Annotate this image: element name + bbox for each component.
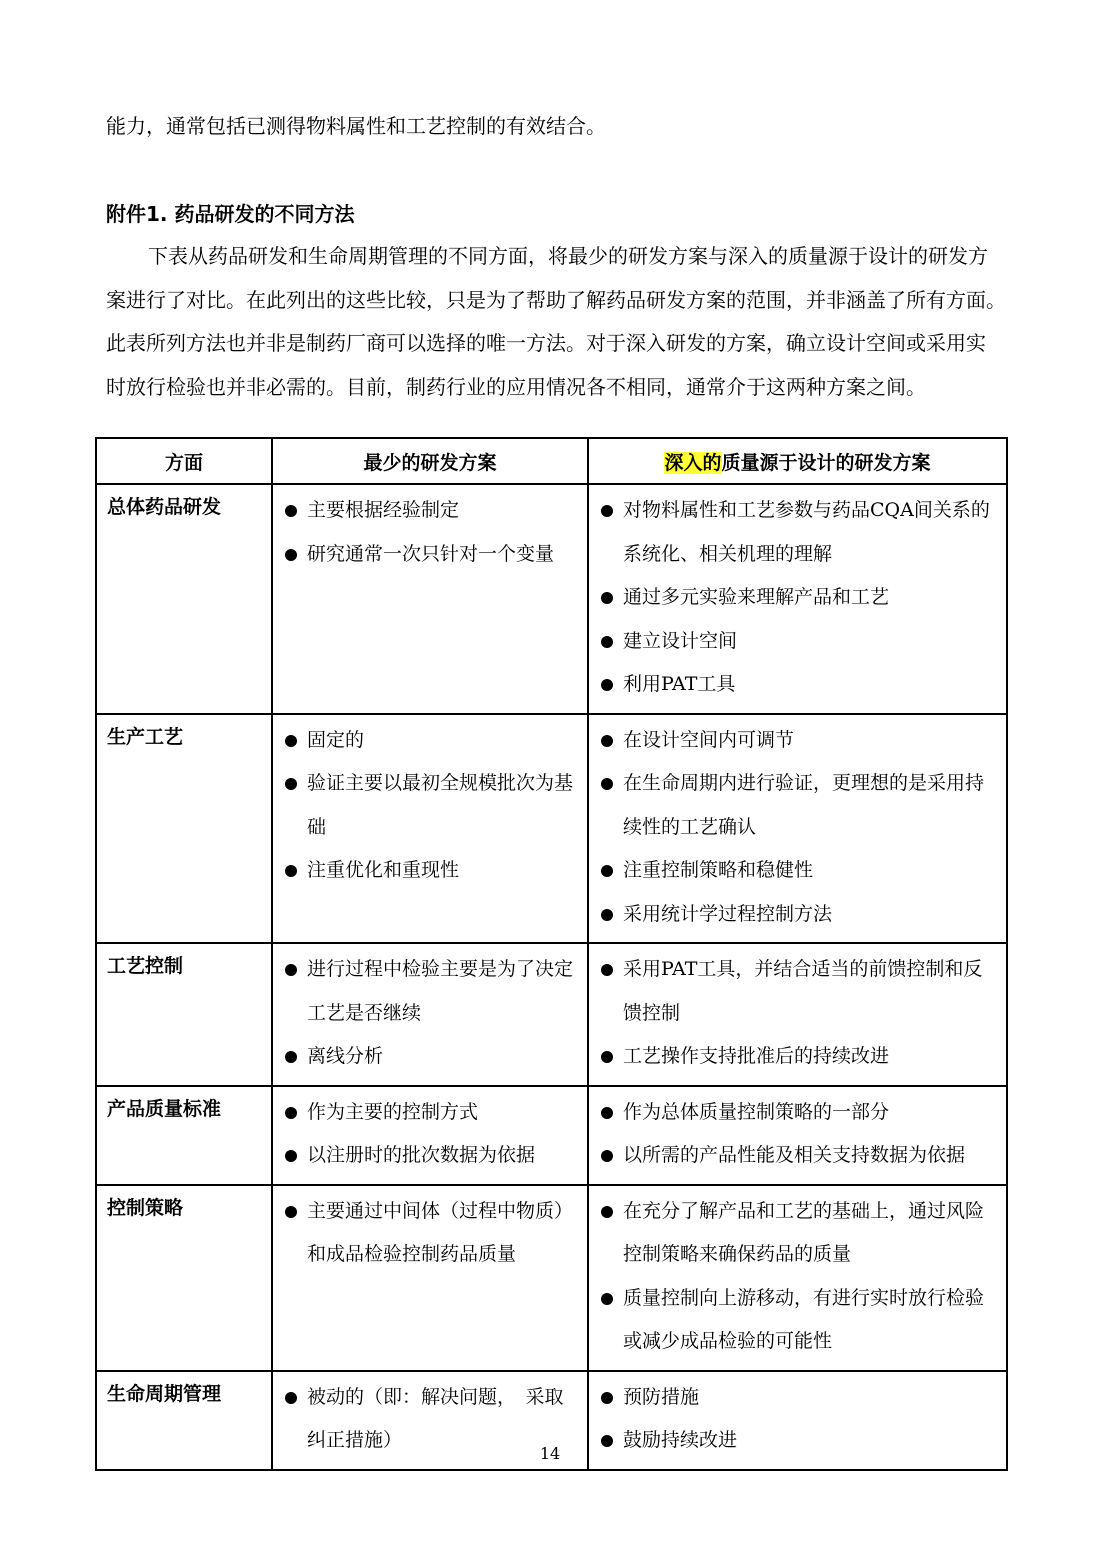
list-item: [599, 849, 998, 893]
list-item: [599, 1091, 998, 1135]
header-minimal: 最少的研发方案: [272, 438, 588, 484]
item-text: 预防措施: [623, 1385, 700, 1408]
item-text: 在充分了解产品和工艺的基础上，通过风险控制策略来确保药品的质量: [623, 1199, 985, 1265]
item-text: 主要根据经验制定: [307, 499, 460, 521]
list-item: [599, 948, 998, 1035]
enhanced-cell: [588, 1185, 1007, 1371]
list-item: [283, 1134, 579, 1178]
bullet-icon: [601, 1392, 613, 1404]
list-item: [599, 719, 998, 763]
item-text: 作为总体质量控制策略的一部分: [623, 1100, 890, 1123]
intro-line: 此表所列方法也并非是制药厂商可以选择的唯一方法。对于深入研发的方案，确立设计空间或采用实: [106, 331, 986, 355]
list-item: [283, 1190, 579, 1277]
item-text: 对物料属性和工艺参数与药品CQA间关系的系统化、相关机理的理解: [623, 499, 990, 565]
comparison-table: [95, 437, 1008, 1471]
bullet-icon: [285, 1392, 297, 1404]
enhanced-cell: [588, 943, 1007, 1086]
item-text: 采用PAT工具，并结合适当的前馈控制和反馈控制: [623, 958, 983, 1024]
minimal-cell: [272, 484, 588, 714]
bullet-icon: [285, 1206, 297, 1218]
list-item: [599, 893, 998, 937]
table-row: [96, 714, 1007, 944]
intro-line: 案进行了对比。在此列出的这些比较，只是为了帮助了解药品研发方案的范围，并非涵盖了所有方面。: [106, 287, 1006, 312]
bullet-icon: [601, 1206, 613, 1218]
list-item: [599, 576, 998, 620]
bullet-icon: [601, 1293, 613, 1305]
list-item: [283, 948, 579, 1035]
page-number: 14: [539, 1444, 561, 1463]
bullet-icon: [285, 505, 297, 517]
item-text: 被动的（即：解决问题， 采取纠正措施）: [307, 1385, 564, 1451]
enhanced-cell: [588, 714, 1007, 944]
item-text: 以所需的产品性能及相关支持数据为依据: [623, 1144, 966, 1166]
list-item: [599, 1277, 998, 1364]
list-item: [599, 663, 998, 707]
item-text: 验证主要以最初全规模批次为基础: [307, 772, 574, 838]
item-text: 采用统计学过程控制方法: [623, 902, 833, 925]
aspect-cell: 工艺控制: [96, 943, 272, 1086]
bullet-icon: [601, 909, 613, 921]
item-text: 离线分析: [307, 1045, 384, 1067]
header-enhanced: [588, 438, 1007, 484]
list-item: [283, 1035, 579, 1079]
item-text: 通过多元实验来理解产品和工艺: [623, 586, 890, 608]
item-text: 研究通常一次只针对一个变量: [307, 542, 555, 565]
bullet-icon: [285, 549, 297, 561]
list-item: [599, 1190, 998, 1277]
list-item: [283, 533, 579, 577]
table-row: [96, 1185, 1007, 1371]
lead-text: 能力，通常包括已测得物料属性和工艺控制的有效结合。: [106, 114, 606, 138]
bullet-icon: [601, 778, 613, 790]
aspect-cell: 控制策略: [96, 1185, 272, 1371]
enhanced-cell: [588, 1086, 1007, 1185]
bullet-icon: [285, 1107, 297, 1119]
bullet-icon: [601, 679, 613, 691]
intro-line: 时放行检验也并非必需的。目前，制药行业的应用情况各不相同，通常介于这两种方案之间。: [106, 374, 926, 399]
list-item: [283, 1091, 579, 1135]
minimal-cell: [272, 943, 588, 1086]
bullet-icon: [285, 1150, 297, 1162]
aspect-cell: 总体药品研发: [96, 484, 272, 714]
section-title: 附件1. 药品研发的不同方法: [106, 202, 355, 226]
header-enhanced-text: 质量源于设计的研发方案: [721, 451, 931, 474]
list-item: [599, 762, 998, 849]
minimal-cell: [272, 714, 588, 944]
minimal-cell: [272, 1185, 588, 1371]
item-text: 以注册时的批次数据为依据: [307, 1144, 536, 1166]
list-item: [599, 1376, 998, 1420]
list-item: [599, 620, 998, 664]
item-text: 在设计空间内可调节: [623, 728, 795, 751]
header-aspect: 方面: [96, 438, 272, 484]
aspect-cell: 生命周期管理: [96, 1371, 272, 1470]
bullet-icon: [601, 636, 613, 648]
table-header-row: [96, 438, 1007, 484]
item-text: 工艺操作支持批准后的持续改进: [623, 1045, 890, 1067]
bullet-icon: [601, 735, 613, 747]
bullet-icon: [601, 505, 613, 517]
aspect-cell: 产品质量标准: [96, 1086, 272, 1185]
table-row: [96, 943, 1007, 1086]
bullet-icon: [285, 865, 297, 877]
bullet-icon: [601, 865, 613, 877]
item-text: 作为主要的控制方式: [307, 1100, 479, 1123]
bullet-icon: [601, 1107, 613, 1119]
list-item: [599, 1035, 998, 1079]
list-item: [283, 849, 579, 893]
bullet-icon: [285, 735, 297, 747]
item-text: 注重控制策略和稳健性: [623, 859, 814, 881]
table-row: [96, 484, 1007, 714]
list-item: [599, 489, 998, 576]
list-item: [283, 719, 579, 763]
item-text: 利用PAT工具: [623, 673, 736, 695]
item-text: 进行过程中检验主要是为了决定工艺是否继续: [307, 958, 574, 1024]
highlighted-text: 深入的: [664, 451, 722, 474]
item-text: 固定的: [307, 728, 365, 751]
bullet-icon: [285, 1051, 297, 1063]
bullet-icon: [601, 1150, 613, 1162]
item-text: 主要通过中间体（过程中物质）和成品检验控制药品质量: [307, 1199, 574, 1265]
item-text: 鼓励持续改进: [623, 1429, 738, 1451]
bullet-icon: [285, 964, 297, 976]
list-item: [283, 489, 579, 533]
bullet-icon: [285, 778, 297, 790]
item-text: 质量控制向上游移动，有进行实时放行检验或减少成品检验的可能性: [623, 1286, 985, 1352]
aspect-cell: 生产工艺: [96, 714, 272, 944]
table-row: [96, 1086, 1007, 1185]
item-text: 在生命周期内进行验证，更理想的是采用持续性的工艺确认: [623, 772, 985, 838]
enhanced-cell: [588, 484, 1007, 714]
intro-paragraph: [106, 238, 1006, 412]
item-text: 注重优化和重现性: [307, 859, 460, 881]
list-item: [283, 762, 579, 849]
minimal-cell: [272, 1086, 588, 1185]
bullet-icon: [601, 1051, 613, 1063]
list-item: [599, 1134, 998, 1178]
bullet-icon: [601, 964, 613, 976]
item-text: 建立设计空间: [623, 629, 738, 652]
bullet-icon: [601, 592, 613, 604]
intro-line: 下表从药品研发和生命周期管理的不同方面，将最少的研发方案与深入的质量源于设计的研发方: [148, 244, 988, 268]
